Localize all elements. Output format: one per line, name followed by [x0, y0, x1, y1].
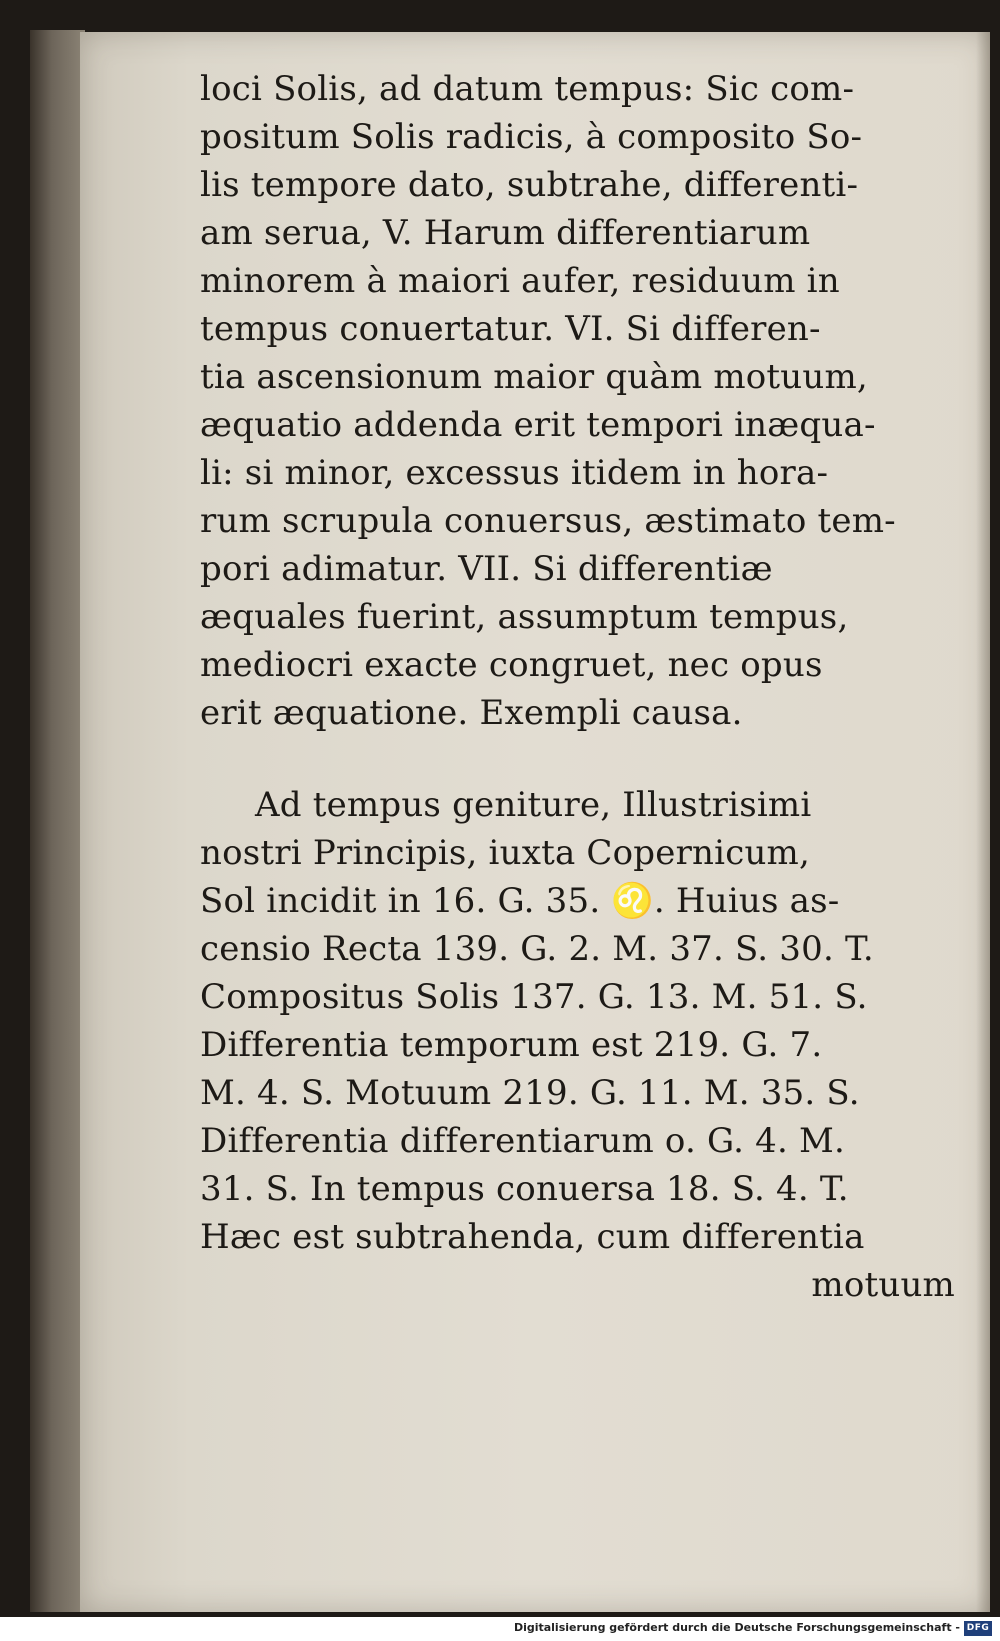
text-line: loci Solis, ad datum tempus: Sic com- [200, 69, 855, 109]
paragraph-2 [200, 781, 955, 1261]
footer-credit: Digitalisierung gefördert durch die Deutsche Forschungsgemeinschaft - [513, 1621, 960, 1634]
page-text [200, 65, 955, 1309]
text-line: censio Recta 139. G. 2. M. 37. S. 30. T. [200, 929, 874, 969]
page-edge-shadow [976, 32, 990, 1612]
text-line: pori adimatur. VII. Si differentiæ [200, 549, 773, 589]
text-line: 31. S. In tempus conuersa 18. S. 4. T. [200, 1169, 849, 1209]
text-line: nostri Principis, iuxta Copernicum, [200, 833, 811, 873]
footer-bar [0, 1617, 1000, 1641]
text-line: minorem à maiori aufer, residuum in [200, 261, 840, 301]
paragraph-gap [200, 737, 955, 781]
text-line: rum scrupula conuersus, æstimato tem- [200, 501, 896, 541]
text-line: li: si minor, excessus itidem in hora- [200, 453, 829, 493]
text-line: positum Solis radicis, à composito So- [200, 117, 863, 157]
text-line: Compositus Solis 137. G. 13. M. 51. S. [200, 977, 868, 1017]
text-line: am serua, V. Harum differentiarum [200, 213, 811, 253]
text-line: Sol incidit in 16. G. 35. ♌. Huius as- [200, 881, 840, 921]
text-line: mediocri exacte congruet, nec opus [200, 645, 823, 685]
text-line: Differentia differentiarum o. G. 4. M. [200, 1121, 846, 1161]
paragraph-1 [200, 65, 955, 737]
text-line: æquales fuerint, assumptum tempus, [200, 597, 849, 637]
dfg-logo: DFG [964, 1621, 992, 1636]
text-line: æquatio addenda erit tempori inæqua- [200, 405, 876, 445]
text-line: M. 4. S. Motuum 219. G. 11. M. 35. S. [200, 1073, 860, 1113]
catchword: motuum [811, 1265, 955, 1305]
text-line: Hæc est subtrahenda, cum differentia [200, 1217, 865, 1257]
text-line: Differentia temporum est 219. G. 7. [200, 1025, 823, 1065]
text-line: tempus conuertatur. VI. Si differen- [200, 309, 821, 349]
text-line: Ad tempus geniture, Illustrisimi [255, 785, 812, 825]
text-line: lis tempore dato, subtrahe, differenti- [200, 165, 859, 205]
text-line: tia ascensionum maior quàm motuum, [200, 357, 868, 397]
book-binding [30, 30, 85, 1612]
text-line: erit æquatione. Exempli causa. [200, 693, 743, 733]
